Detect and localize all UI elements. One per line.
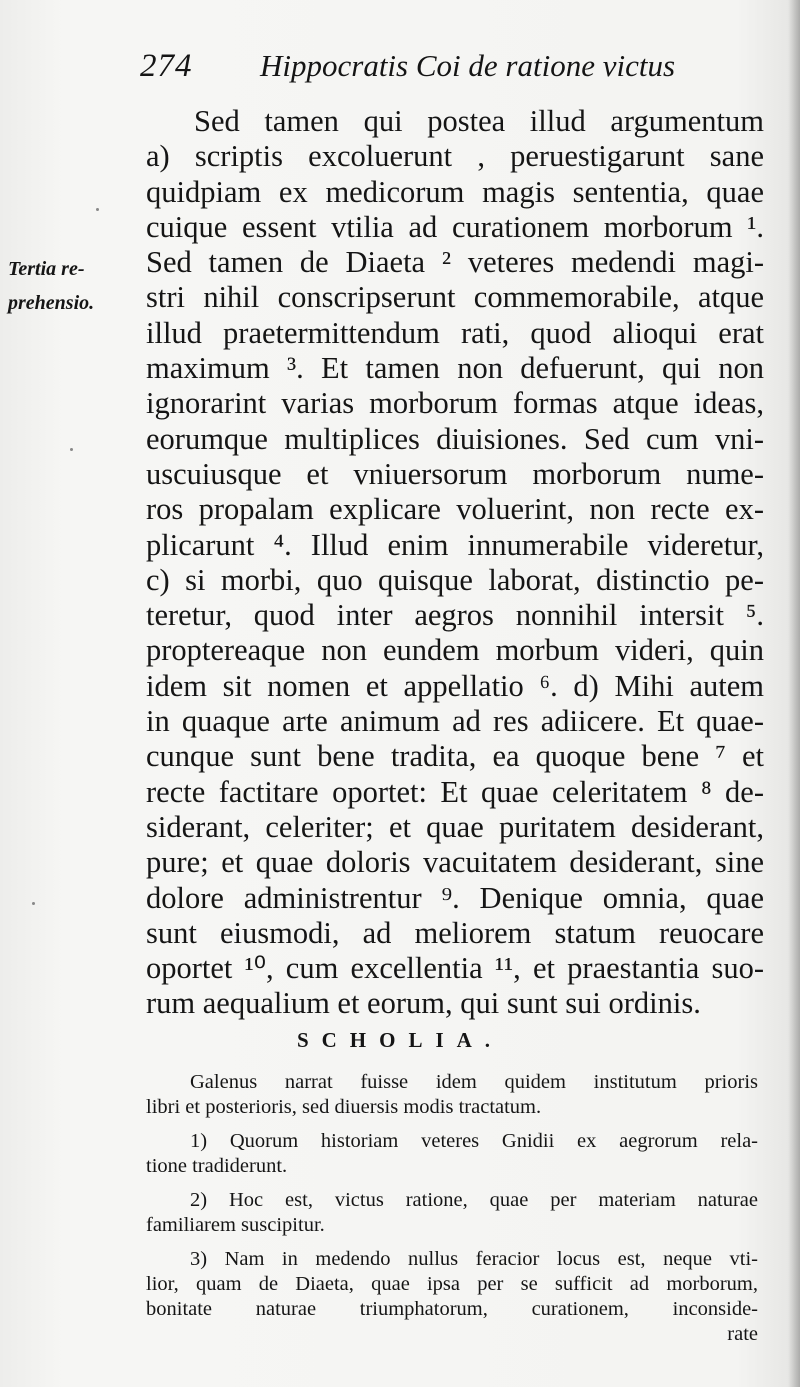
note-line: bonitate naturae triumphatorum, curationem, inconside-	[146, 1298, 758, 1320]
scholia-note	[146, 1070, 758, 1120]
text-line: a) scriptis excoluerunt , peruestigarunt sane	[146, 139, 764, 174]
text-line: ignorarint varias morborum formas atque ideas,	[146, 386, 764, 421]
note-line: Galenus narrat fuisse idem quidem institutum prioris	[190, 1071, 758, 1093]
scholia-heading: SCHOLIA.	[296, 1028, 504, 1052]
text-line: maximum ³. Et tamen non defuerunt, qui non	[146, 351, 764, 386]
text-line: quidpiam ex medicorum magis sententia, quae	[146, 174, 764, 209]
text-line: ros propalam explicare voluerint, non recte ex-	[146, 492, 764, 527]
marginal-note-line: prehensio.	[8, 292, 95, 314]
text-line: teretur, quod inter aegros nonnihil intersit ⁵.	[146, 598, 764, 633]
text-line: siderant, celeriter; et quae puritatem desiderant,	[146, 809, 764, 844]
text-line: in quaque arte animum ad res adiicere. Et quae-	[146, 704, 764, 739]
text-line: illud praetermittendum rati, quod alioqui erat	[146, 315, 764, 350]
text-line: eorumque multiplices diuisiones. Sed cum vni-	[146, 421, 764, 456]
text-line: uscuiusque et vniuersorum morborum nume-	[146, 456, 764, 491]
text-line: cuique essent vtilia ad curationem morborum ¹.	[146, 209, 764, 244]
text-line: sunt eiusmodi, ad meliorem statum reuocare	[146, 915, 764, 950]
text-line: proptereaque non eundem morbum videri, quin	[146, 633, 764, 668]
note-line: 1) Quorum historiam veteres Gnidii ex aegrorum rela-	[190, 1130, 758, 1152]
page-number: 274	[140, 48, 193, 84]
text-line: cunque sunt bene tradita, ea quoque bene ⁷ et	[146, 739, 764, 774]
scholia-note	[146, 1188, 758, 1238]
note-line: libri et posterioris, sed diuersis modis tractatum.	[146, 1096, 542, 1118]
page-header	[140, 48, 760, 92]
text-line: recte factitare oportet: Et quae celeritatem ⁸ de-	[146, 774, 764, 809]
text-line: Sed tamen qui postea illud argumentum	[194, 104, 764, 138]
note-catchword: rate	[727, 1323, 758, 1345]
running-title: Hippocratis Coi de ratione victus	[260, 48, 676, 83]
marginal-note	[8, 252, 138, 320]
note-line: lior, quam de Diaeta, quae ipsa per se sufficit ad morborum,	[146, 1273, 758, 1295]
text-line: Sed tamen de Diaeta ² veteres medendi magi-	[146, 245, 764, 280]
paper-speck	[70, 448, 73, 451]
page-edge-shadow	[788, 0, 800, 1387]
paper-speck	[96, 208, 99, 211]
scholia-notes	[146, 1070, 758, 1356]
paper-speck	[32, 902, 35, 905]
note-line: 3) Nam in medendo nullus feracior locus est, neque vti-	[190, 1248, 758, 1270]
scholia-note	[146, 1247, 758, 1347]
main-text-block	[146, 104, 764, 1022]
scholia-note	[146, 1129, 758, 1179]
marginal-note-line: Tertia re-	[8, 258, 85, 280]
note-line: familiarem suscipitur.	[146, 1214, 325, 1236]
text-line: idem sit nomen et appellatio ⁶. d) Mihi autem	[146, 668, 764, 703]
text-line: oportet ¹⁰, cum excellentia ¹¹, et praestantia suo-	[146, 951, 764, 986]
note-line: 2) Hoc est, victus ratione, quae per materiam naturae	[190, 1189, 758, 1211]
text-line: plicarunt ⁴. Illud enim innumerabile videretur,	[146, 527, 764, 562]
note-line: tione tradiderunt.	[146, 1155, 288, 1177]
text-line: rum aequalium et eorum, qui sunt sui ordinis.	[146, 986, 701, 1021]
text-line: pure; et quae doloris vacuitatem desiderant, sine	[146, 845, 764, 880]
text-line: stri nihil conscripserunt commemorabile, atque	[146, 280, 764, 315]
text-line: c) si morbi, quo quisque laborat, distinctio pe-	[146, 562, 764, 597]
text-line: dolore administrentur ⁹. Denique omnia, quae	[146, 880, 764, 915]
